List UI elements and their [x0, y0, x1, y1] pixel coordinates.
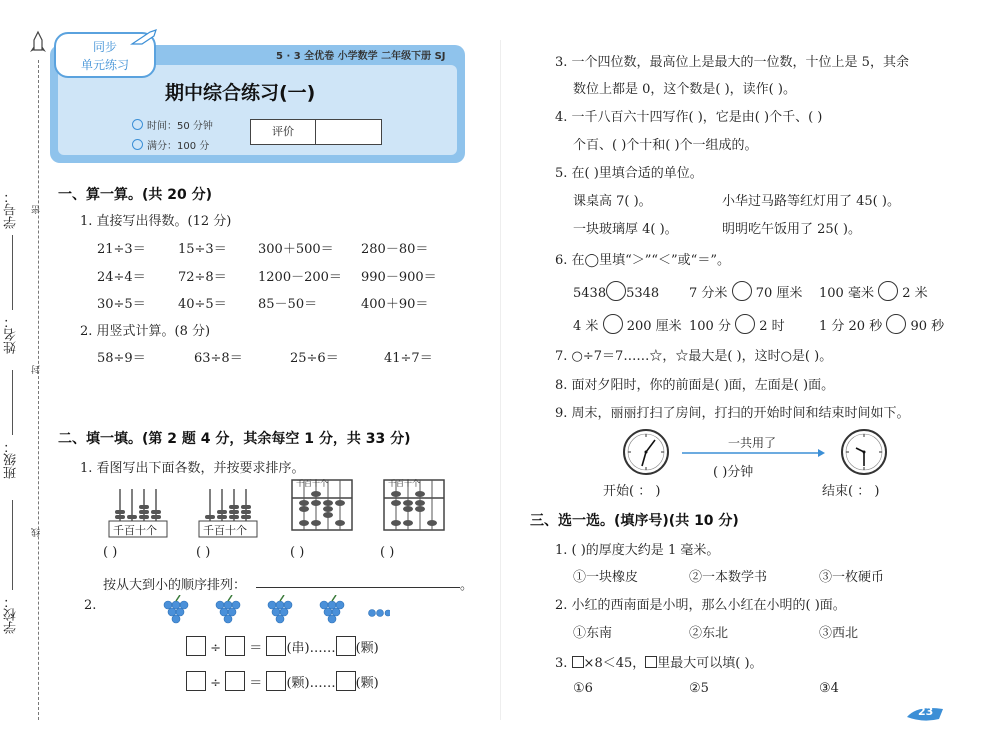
q3-line1: 3. 一个四位数，最高位上是最大的一位数，十位上是 5，其余 — [555, 55, 909, 70]
compare-circle[interactable] — [732, 281, 752, 301]
score-info: 满分：100 分 — [132, 137, 209, 152]
q3-line2: 数位上都是 0，这个数是( )，读作( )。 — [573, 82, 796, 97]
blank-box[interactable] — [266, 671, 286, 691]
calc-item: 40÷5＝ — [178, 297, 227, 312]
s3-q2-option: ①东南 — [573, 626, 613, 641]
q5-item-a: 课桌高 7( )。 — [573, 194, 652, 209]
name-blank — [12, 235, 13, 310]
abacus-1-answer: ( ) — [103, 545, 118, 560]
q5-item-b: 小华过马路等红灯用了 45( )。 — [722, 194, 900, 209]
time-info: 时间：50 分钟 — [132, 117, 213, 132]
calc-item: 1200－200＝ — [258, 270, 342, 285]
s3-q3-option: ①6 — [573, 681, 593, 696]
name-label: 姓名： — [4, 315, 19, 354]
q9-end: 结束( ： ) — [822, 484, 880, 499]
end-clock-icon — [840, 428, 888, 476]
s3-q2: 2. 小红的西南面是小明，那么小红在小明的( )面。 — [555, 598, 846, 613]
compare-item: 100 毫米 2 米 — [819, 281, 928, 301]
s3-q2-option: ②东北 — [689, 626, 729, 641]
s3-q3-option: ②5 — [689, 681, 709, 696]
s2-q2-number: 2. — [84, 598, 97, 613]
s3-q1: 1. ( )的厚度大约是 1 毫米。 — [555, 543, 720, 558]
class-blank — [12, 370, 13, 435]
clock-icon — [132, 119, 143, 130]
compare-item: 5438 5348 — [573, 281, 659, 301]
page-number: 23 — [918, 705, 934, 718]
s1-q1-title: 1. 直接写出得数。(12 分) — [80, 214, 232, 229]
book-meta: 5 · 3 全优卷 小学数学 二年级下册 SJ — [276, 51, 446, 62]
abacus-1-label: 千百十个 — [113, 524, 157, 537]
number-label: 学号： — [4, 190, 19, 229]
blank-box[interactable] — [336, 671, 356, 691]
abacus-4-answer: ( ) — [380, 545, 395, 560]
rocket-strip-icon — [26, 30, 50, 58]
calc-item: 85－50＝ — [258, 297, 318, 312]
q8: 8. 面对夕阳时，你的前面是( )面，左面是( )面。 — [555, 378, 835, 393]
s3-q2-option: ③西北 — [819, 626, 859, 641]
s3-q3: 3. ×8＜45， 里最大可以填( )。 — [555, 656, 763, 671]
section-1-title: 一、算一算。(共 20 分) — [58, 187, 213, 203]
compare-circle[interactable] — [878, 281, 898, 301]
vertical-calc-item: 58÷9＝ — [97, 351, 146, 366]
compare-circle[interactable] — [886, 314, 906, 334]
page-fold — [500, 40, 501, 720]
calc-item: 400＋90＝ — [361, 297, 429, 312]
q5-item-d: 明明吃午饭用了 25( )。 — [722, 222, 861, 237]
vertical-calc-item: 63÷8＝ — [194, 351, 243, 366]
section-3-title: 三、选一选。(填序号)(共 10 分) — [530, 513, 739, 529]
vertical-calc-item: 41÷7＝ — [384, 351, 433, 366]
s2-q1-title: 1. 看图写出下面各数，并按要求排序。 — [80, 461, 305, 476]
duration-arrow — [682, 448, 826, 458]
order-instruction: 按从大到小的顺序排列： — [103, 578, 247, 593]
compare-circle[interactable] — [603, 314, 623, 334]
class-label: 班级： — [4, 440, 19, 479]
q9-start: 开始( ： ) — [603, 484, 661, 499]
q5-title: 5. 在( )里填合适的单位。 — [555, 166, 703, 181]
grapes-image — [160, 595, 390, 629]
blank-box[interactable] — [225, 636, 245, 656]
start-clock-icon — [622, 428, 670, 476]
abacus-2-answer: ( ) — [196, 545, 211, 560]
abacus-3-answer: ( ) — [290, 545, 305, 560]
calc-item: 280－80＝ — [361, 242, 429, 257]
compare-item: 7 分米 70 厘米 — [689, 281, 802, 301]
abacus-2-label: 千百十个 — [203, 524, 247, 537]
blank-box[interactable] — [336, 636, 356, 656]
blank-box[interactable] — [186, 671, 206, 691]
calc-item: 24÷4＝ — [97, 270, 146, 285]
evaluation-box — [250, 119, 382, 145]
compare-item: 100 分 2 时 — [689, 314, 785, 334]
blank-square — [645, 656, 657, 668]
q9: 9. 周末，丽丽打扫了房间，打扫的开始时间和结束时间如下。 — [555, 406, 910, 421]
blank-box[interactable] — [225, 671, 245, 691]
evaluation-label: 评价 — [251, 120, 316, 144]
abacus-3-label: 千百十个 — [296, 479, 328, 488]
compare-circle[interactable] — [606, 281, 626, 301]
fold-word-line: 线 — [32, 528, 42, 537]
equation-1: ÷ ＝ (串)…… (颗) — [186, 636, 379, 656]
q9-total-label: 一共用了 — [728, 436, 777, 450]
s3-q1-option: ③一枚硬币 — [819, 570, 885, 585]
compare-item: 1 分 20 秒 90 秒 — [819, 314, 944, 334]
fold-word-seal: 封 — [32, 365, 42, 374]
unit-badge: 同步 单元练习 — [54, 32, 156, 78]
compare-circle[interactable] — [735, 314, 755, 334]
page-title: 期中综合练习(一) — [165, 82, 316, 104]
section-2-title: 二、填一填。(第 2 题 4 分，其余每空 1 分，共 33 分) — [58, 431, 411, 447]
binding-line — [38, 60, 39, 720]
q7: 7. ○÷7＝7……☆，☆最大是( )，这时○是( )。 — [555, 349, 833, 364]
rocket-icon — [130, 28, 158, 46]
equation-2: ÷ ＝ (颗)…… (颗) — [186, 671, 379, 691]
q4-line2: 个百、( )个十和( )个一组成的。 — [573, 138, 758, 153]
calc-item: 990－900＝ — [361, 270, 437, 285]
compare-item: 4 米 200 厘米 — [573, 314, 682, 334]
q9-minutes: ( )分钟 — [713, 465, 754, 480]
calc-item: 15÷3＝ — [178, 242, 227, 257]
blank-box[interactable] — [266, 636, 286, 656]
s3-q1-option: ②一本数学书 — [689, 570, 768, 585]
blank-box[interactable] — [186, 636, 206, 656]
check-icon — [132, 139, 143, 150]
calc-item: 72÷8＝ — [178, 270, 227, 285]
calc-item: 30÷5＝ — [97, 297, 146, 312]
calc-item: 300＋500＝ — [258, 242, 334, 257]
q4-line1: 4. 一千八百六十四写作( )，它是由( )个千、( ) — [555, 110, 823, 125]
s3-q3-option: ③4 — [819, 681, 839, 696]
school-blank — [12, 500, 13, 590]
vertical-calc-item: 25÷6＝ — [290, 351, 339, 366]
abacus-4-label: 千百十个 — [388, 479, 420, 488]
s3-q1-option: ①一块橡皮 — [573, 570, 639, 585]
q6-title: 6. 在◯里填“＞”“＜”或“＝”。 — [555, 253, 730, 268]
s1-q2-title: 2. 用竖式计算。(8 分) — [80, 324, 211, 339]
school-label: 学校： — [4, 595, 19, 634]
fold-word-secret: 密 — [32, 205, 42, 214]
order-answer-line — [256, 587, 460, 588]
q5-item-c: 一块玻璃厚 4( )。 — [573, 222, 678, 237]
blank-square — [572, 656, 584, 668]
calc-item: 21÷3＝ — [97, 242, 146, 257]
